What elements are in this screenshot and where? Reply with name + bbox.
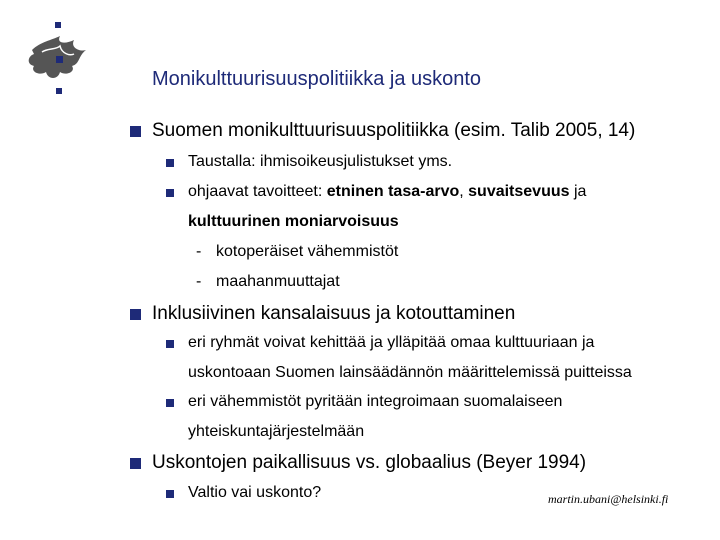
bullet-square-icon bbox=[130, 458, 141, 469]
author-email: martin.ubani@helsinki.fi bbox=[548, 492, 669, 506]
bold-term: suvaitsevuus bbox=[468, 183, 570, 200]
bullet-square-icon bbox=[166, 189, 174, 197]
bullet-text bbox=[188, 183, 586, 201]
bullet-text: eri vähemmistöt pyritään integroimaan suomalaiseen bbox=[188, 393, 563, 410]
bullet-square-icon bbox=[130, 126, 141, 137]
separator: ja bbox=[569, 183, 587, 200]
bullet-text: eri ryhmät voivat kehittää ja ylläpitää omaa kulttuuriaan ja bbox=[188, 334, 595, 351]
dash-marker: - bbox=[196, 273, 202, 290]
bullet-text-continuation: uskontoaan Suomen lainsäädännön määrittelemissä puitteissa bbox=[188, 364, 632, 381]
bullet-text-continuation bbox=[188, 213, 399, 231]
bullet-text: Inklusiivinen kansalaisuus ja kotouttaminen bbox=[152, 303, 516, 324]
dash-item-text: maahanmuuttajat bbox=[216, 273, 340, 290]
bullet-square-icon bbox=[166, 159, 174, 167]
bullet-text: Suomen monikulttuurisuuspolitiikka (esim. Talib 2005, 14) bbox=[152, 120, 636, 141]
bullet-square-icon bbox=[166, 340, 174, 348]
dash-item-text: kotoperäiset vähemmistöt bbox=[216, 243, 399, 260]
bullet-square-icon bbox=[166, 490, 174, 498]
university-logo bbox=[22, 22, 88, 98]
separator: , bbox=[459, 183, 469, 200]
bullet-text-prefix: ohjaavat tavoitteet: bbox=[188, 183, 327, 200]
bold-term: etninen tasa-arvo bbox=[326, 183, 460, 200]
bullet-text-continuation: yhteiskuntajärjestelmään bbox=[188, 423, 365, 440]
bullet-square-icon bbox=[166, 399, 174, 407]
bullet-text: Taustalla: ihmisoikeusjulistukset yms. bbox=[188, 153, 453, 170]
bold-term: kulttuurinen moniarvoisuus bbox=[188, 213, 399, 230]
bullet-square-icon bbox=[130, 309, 141, 320]
slide-title: Monikulttuurisuuspolitiikka ja uskonto bbox=[152, 68, 482, 90]
bullet-text: Uskontojen paikallisuus vs. globaalius (Beyer 1994) bbox=[152, 452, 587, 473]
bullet-text: Valtio vai uskonto? bbox=[188, 484, 322, 501]
dash-marker: - bbox=[196, 243, 202, 260]
